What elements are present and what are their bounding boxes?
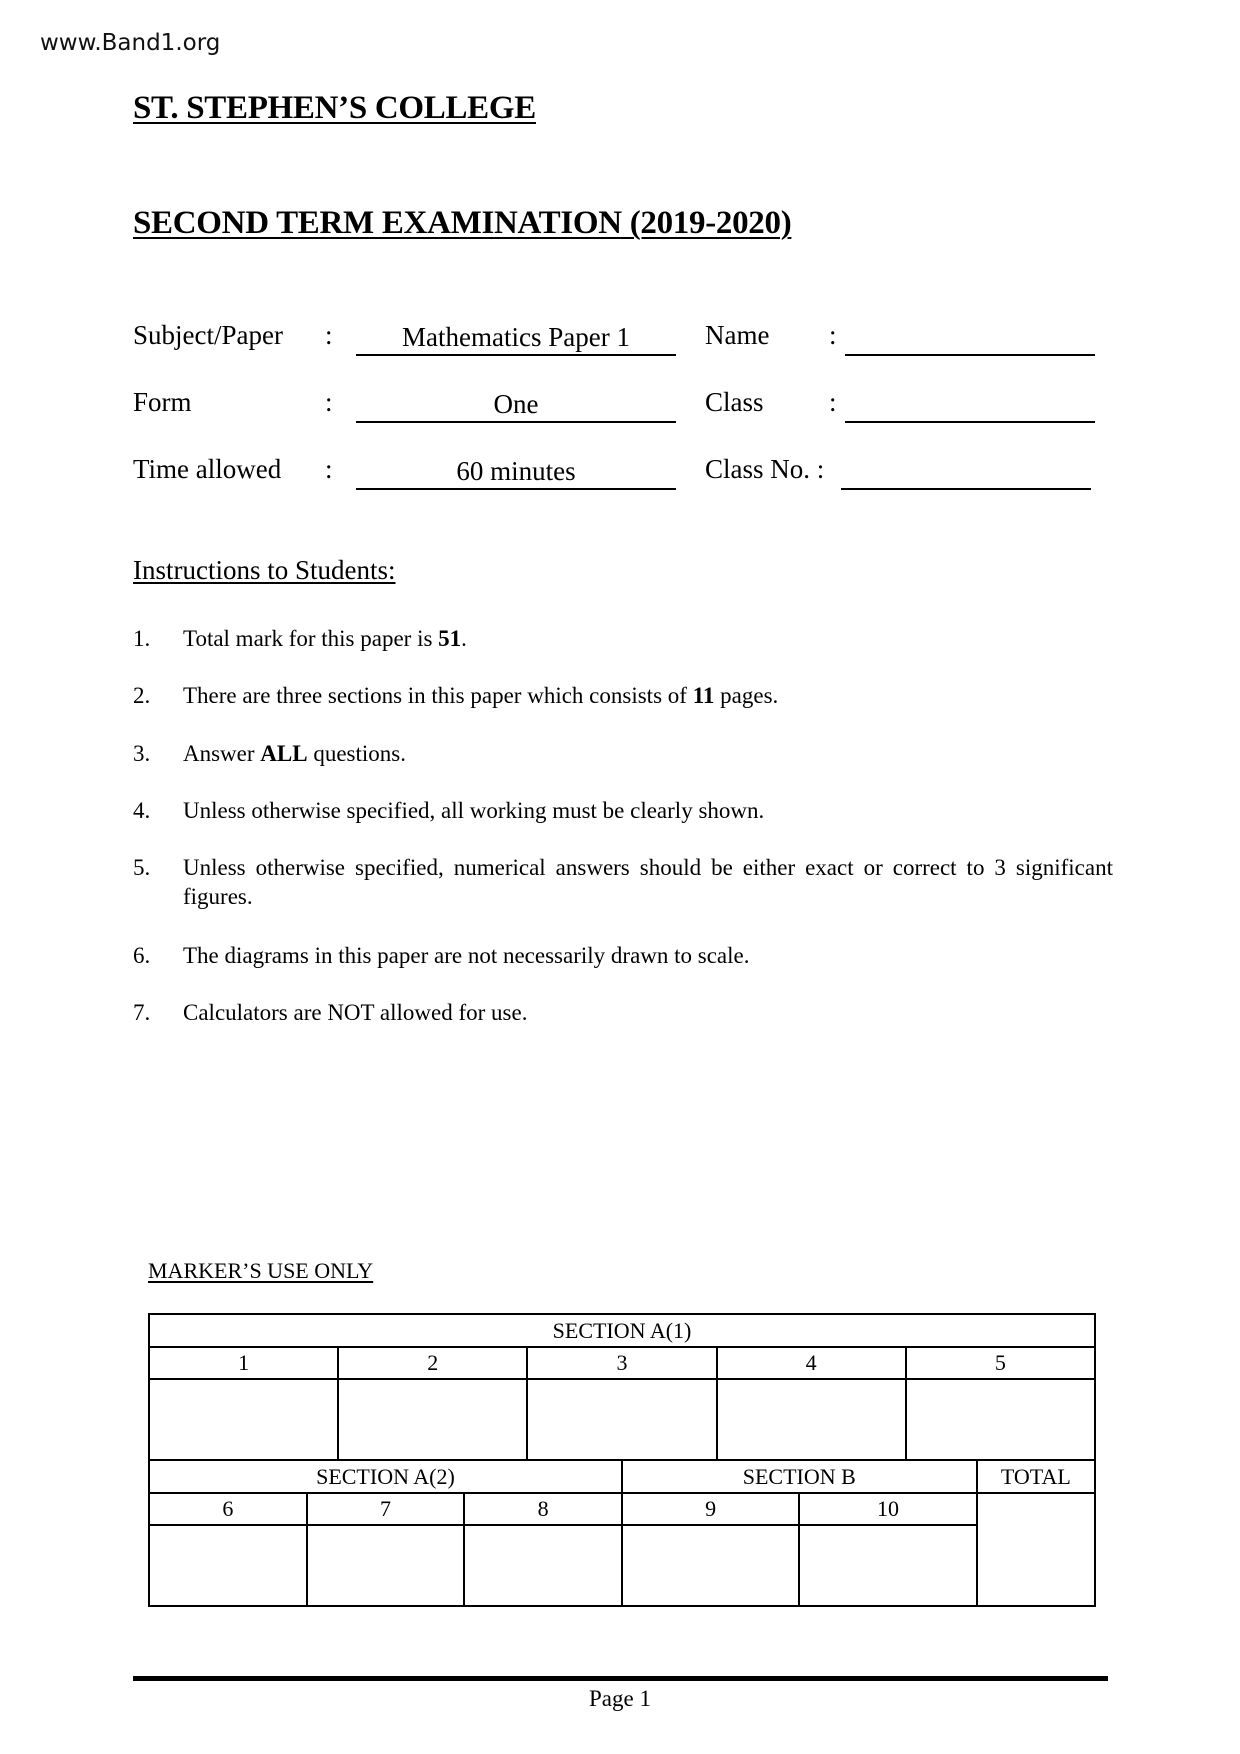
score-cell[interactable] [464, 1525, 622, 1606]
instruction-number: 6. [133, 943, 151, 968]
time-value: 60 minutes [356, 454, 676, 490]
form-value: One [356, 387, 676, 423]
instruction-text: Unless otherwise specified, all working must be clearly shown. [183, 798, 765, 823]
score-cell[interactable] [622, 1525, 799, 1606]
footer-divider [133, 1676, 1108, 1681]
class-field[interactable] [845, 387, 1095, 423]
name-field[interactable] [845, 320, 1095, 356]
question-number: 7 [307, 1493, 465, 1525]
section-a2-header: SECTION A(2) [149, 1460, 622, 1493]
question-number: 6 [149, 1493, 307, 1525]
class-no-label: Class No. : [705, 454, 825, 484]
instruction-text: Total mark for this paper is 51. [183, 626, 467, 651]
colon: : [325, 454, 333, 484]
question-number: 10 [799, 1493, 976, 1525]
form-label: Form [133, 387, 192, 417]
instruction-number: 7. [133, 1000, 151, 1025]
instruction-number: 2. [133, 683, 151, 708]
score-cell[interactable] [338, 1379, 527, 1460]
colon: : [325, 320, 333, 350]
instructions-heading: Instructions to Students: [133, 555, 396, 585]
question-number: 9 [622, 1493, 799, 1525]
instruction-number: 4. [133, 798, 151, 823]
exam-title: SECOND TERM EXAMINATION (2019-2020) [133, 205, 792, 241]
score-cell[interactable] [717, 1379, 906, 1460]
total-score-cell[interactable] [977, 1493, 1095, 1606]
marker-table-section-a2-b [148, 1459, 1096, 1607]
school-title: ST. STEPHEN’S COLLEGE [133, 90, 536, 126]
instruction-text: Unless otherwise specified, numerical answers should be either exact or correct to 3 significant figures. [183, 855, 1113, 909]
instruction-text: Answer ALL questions. [183, 741, 406, 766]
score-cell[interactable] [799, 1525, 976, 1606]
instruction-text: The diagrams in this paper are not necessarily drawn to scale. [183, 943, 750, 968]
section-a1-header: SECTION A(1) [149, 1314, 1095, 1347]
class-no-field[interactable] [841, 454, 1091, 490]
score-cell[interactable] [307, 1525, 465, 1606]
instruction-number: 1. [133, 626, 151, 651]
score-cell[interactable] [149, 1525, 307, 1606]
instruction-text: There are three sections in this paper which consists of 11 pages. [183, 683, 779, 708]
score-cell[interactable] [527, 1379, 716, 1460]
subject-value: Mathematics Paper 1 [356, 320, 676, 356]
page-number: Page 1 [589, 1686, 651, 1711]
question-number: 4 [717, 1347, 906, 1379]
colon: : [829, 320, 837, 350]
question-number: 8 [464, 1493, 622, 1525]
time-label: Time allowed [133, 454, 282, 484]
marker-table-section-a1 [148, 1313, 1096, 1461]
name-label: Name [705, 320, 770, 350]
instruction-text: Calculators are NOT allowed for use. [183, 1000, 528, 1025]
score-cell[interactable] [149, 1379, 338, 1460]
class-label: Class [705, 387, 764, 417]
marker-use-title: MARKER’S USE ONLY [148, 1258, 374, 1283]
total-header: TOTAL [977, 1460, 1095, 1493]
question-number: 2 [338, 1347, 527, 1379]
colon: : [829, 387, 837, 417]
instruction-number: 5. [133, 855, 151, 880]
question-number: 1 [149, 1347, 338, 1379]
question-number: 3 [527, 1347, 716, 1379]
instruction-number: 3. [133, 741, 151, 766]
section-b-header: SECTION B [622, 1460, 977, 1493]
score-cell[interactable] [906, 1379, 1095, 1460]
subject-label: Subject/Paper [133, 320, 283, 350]
colon: : [325, 387, 333, 417]
question-number: 5 [906, 1347, 1095, 1379]
watermark: www.Band1.org [40, 30, 221, 56]
